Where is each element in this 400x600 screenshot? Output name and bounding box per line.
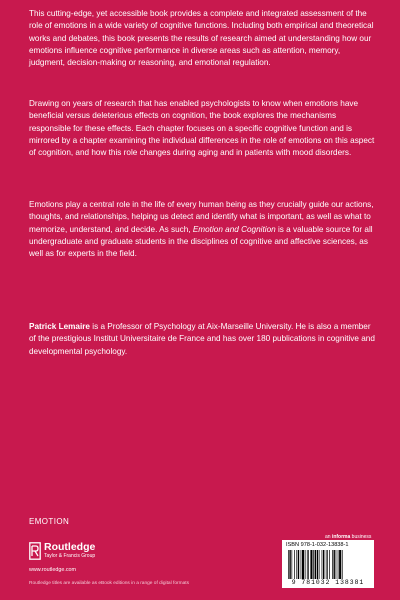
barcode-bar <box>323 550 324 579</box>
informa-brand: informa <box>331 534 351 540</box>
informa-suffix: business <box>350 534 372 540</box>
description-text-3b: is a valuable source for all undergraduate and graduate students in the disciplines of cognitive and affective sciences, as well as for experts in the field. <box>29 224 373 259</box>
barcode-bar <box>308 550 309 579</box>
barcode-bar <box>327 550 328 579</box>
informa-prefix: an <box>325 534 332 540</box>
barcode-bar <box>301 550 302 579</box>
description-text-1: This cutting-edge, yet accessible book provides a complete and integrated assessment of the role of emotions in a wide variety of cognitive functions. Including both empirical and theoretical works and debates, this book presents the results of research aimed at understanding how our emotions influence cognitive performance in diverse areas such as attention, memory, judgment, decision-making or reasoning, and emotional regulation. <box>29 9 374 68</box>
barcode-bar <box>334 550 335 579</box>
barcode-bar <box>342 550 343 579</box>
routledge-logo-icon <box>29 542 41 560</box>
barcode-bar <box>313 550 314 579</box>
author-description: is a Professor of Psychology at Aix-Marseille University. He is also a member of the prestigious Institut Universitaire de France and has over 180 publications in cognitive and developmental psychology. <box>29 322 375 356</box>
barcode-digits: 9 781032 138381 <box>291 579 365 586</box>
barcode-bar <box>319 550 320 579</box>
description-text-2: Drawing on years of research that has enabled psychologists to know when emotions have beneficial versus deleterious effects on cognition, the book explores the mechanisms responsible for these effects. Each chapter focuses on a specific cognitive function and is mirrored by a chapter examining the individual differences in the role of emotions on this aspect of cognition, and how this role changes during aging and in patients with mood disorders. <box>29 99 375 158</box>
barcode-bar <box>298 550 299 579</box>
barcode-bar <box>292 550 293 579</box>
publisher-group: Taylor & Francis Group <box>44 553 96 559</box>
barcode-bar <box>326 550 327 579</box>
barcode-bar <box>288 550 289 579</box>
barcode-bar <box>315 550 316 579</box>
publisher-block <box>29 542 95 560</box>
subject-category: EMOTION <box>29 517 70 526</box>
book-title-italic: Emotion and Cognition <box>192 224 276 234</box>
barcode-bar <box>329 550 330 579</box>
barcode-bar <box>305 550 306 579</box>
barcode-bar <box>339 550 341 579</box>
description-text-3a: Emotions play a central role in the life of every human being as they crucially guide our actions, thoughts, and relationships, helping us detect and identify what is important, as well as what to memorize, understand, and decide. As such, <box>29 200 374 234</box>
publisher-name: Routledge <box>44 541 96 553</box>
author-bio <box>29 321 375 358</box>
description-text-3 <box>29 199 375 260</box>
description-paragraph-2 <box>29 98 375 159</box>
barcode-bar <box>296 550 297 579</box>
barcode-bar <box>307 550 308 579</box>
barcode-bar <box>302 550 304 579</box>
description-paragraph-3 <box>29 199 375 260</box>
barcode-bar <box>338 550 339 579</box>
publisher-url: www.routledge.com <box>29 567 77 573</box>
ebook-footnote: Routledge titles are available as eBook editions in a range of digital formats <box>29 581 189 586</box>
barcode-bar <box>317 550 318 579</box>
barcode-bar <box>336 550 337 579</box>
description-paragraph-1 <box>29 8 375 69</box>
isbn-label: ISBN 978-1-032-13838-1 <box>286 542 349 548</box>
barcode-bar <box>322 550 323 579</box>
author-bio-text <box>29 321 375 358</box>
barcode-bar <box>294 550 295 579</box>
barcode-bar <box>289 550 290 579</box>
author-name: Patrick Lemaire <box>29 322 90 331</box>
isbn-barcode-box <box>282 540 374 588</box>
barcode-icon <box>286 550 370 579</box>
barcode-bar <box>310 550 312 579</box>
barcode-bar <box>332 550 333 579</box>
